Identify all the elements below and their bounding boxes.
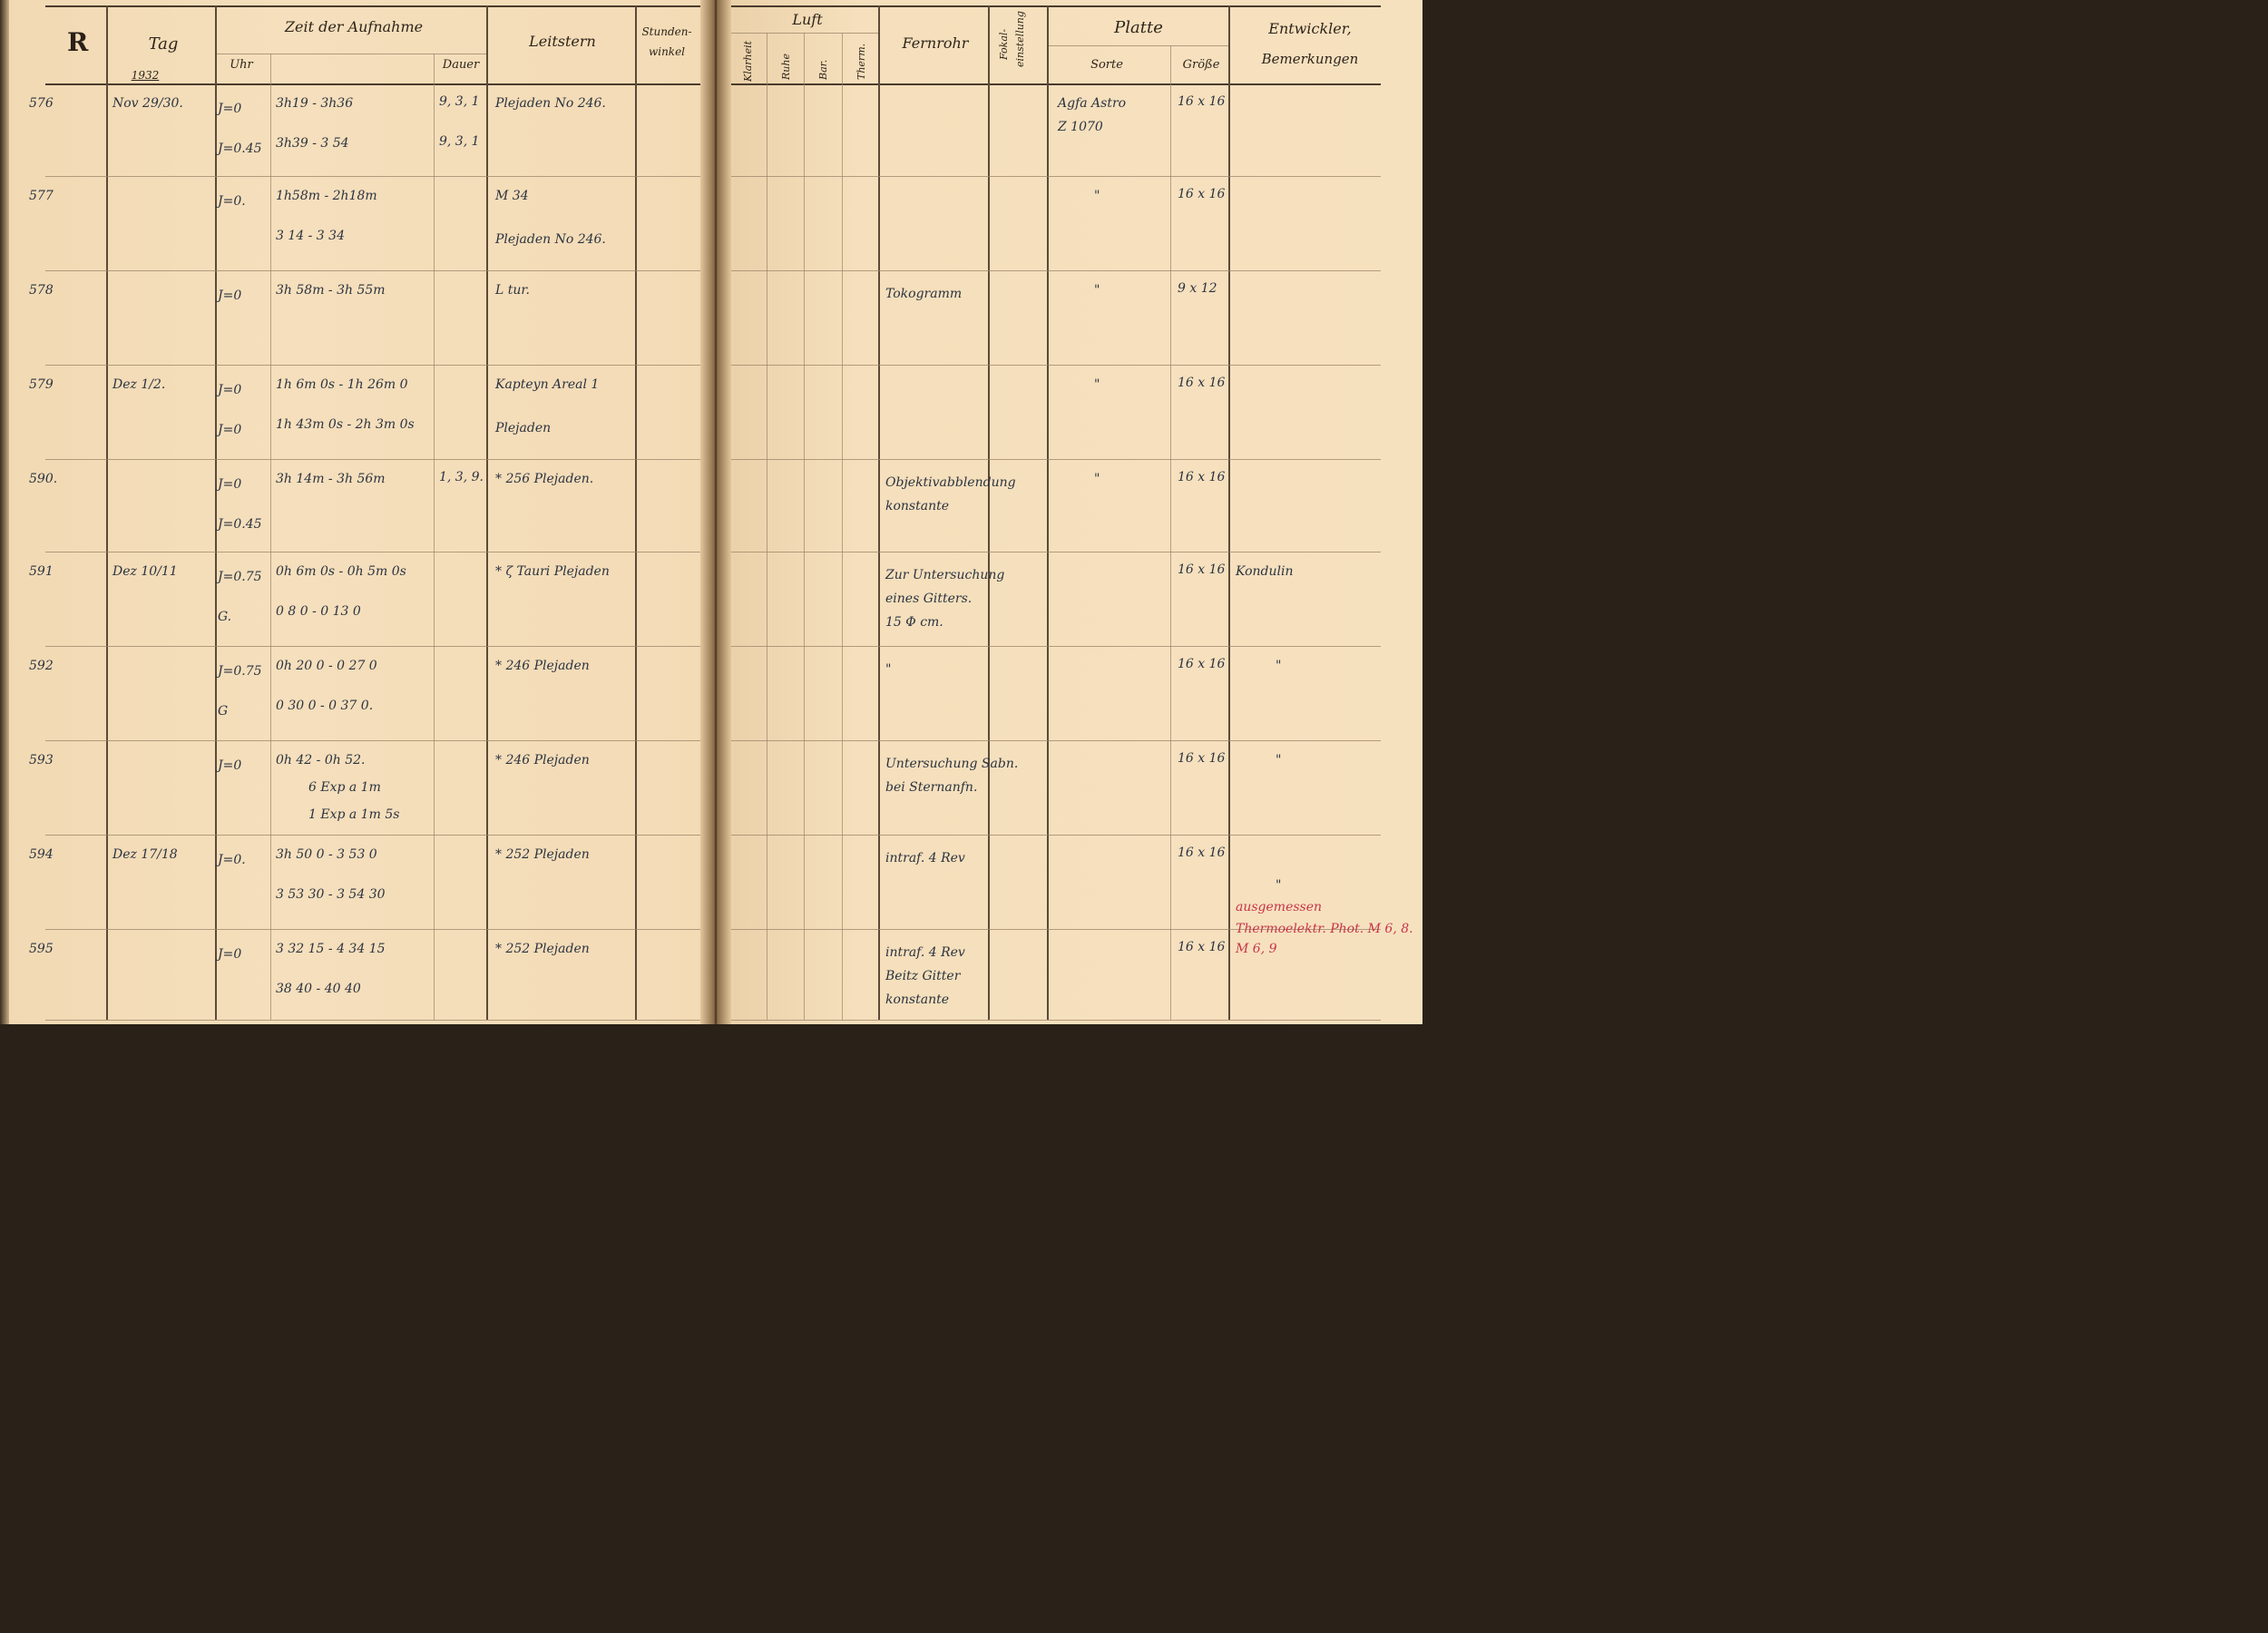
top-rule (45, 5, 700, 7)
entry-fernrohr: Beitz Gitter (885, 969, 961, 983)
row-rule (731, 176, 1381, 177)
entry-plate-type: " (1094, 189, 1100, 203)
entry-plate-type: Agfa Astro (1058, 96, 1127, 111)
entry-plate-type: Z 1070 (1058, 120, 1103, 134)
entry-fernrohr: Untersuchung Sabn. (885, 757, 1019, 771)
entry-leitstern: Plejaden No 246. (495, 96, 606, 111)
entry-zeit: 3h 58m - 3h 55m (276, 283, 386, 298)
entry-fernrohr: " (885, 662, 892, 677)
register-letter: R (67, 27, 89, 57)
header-dauer: Dauer (442, 58, 480, 72)
entry-fernrohr: eines Gitters. (885, 592, 973, 606)
row-rule (731, 270, 1381, 271)
header-fokal: Fokal- (998, 28, 1010, 60)
entry-fernrohr: Zur Untersuchung (885, 568, 1005, 582)
col-rule (635, 5, 637, 1020)
entry-zeit: 0h 20 0 - 0 27 0 (276, 659, 377, 673)
entry-fernrohr: intraf. 4 Rev (885, 851, 965, 865)
entry-remark: " (1276, 878, 1282, 893)
entry-number: 592 (29, 659, 54, 673)
entry-uhr: J=0 (218, 758, 242, 773)
entry-zeit: 3h 50 0 - 3 53 0 (276, 847, 377, 862)
entry-zeit: 1h 6m 0s - 1h 26m 0 (276, 377, 408, 392)
entry-leitstern: * 252 Plejaden (495, 942, 590, 956)
bottom-rule (731, 1020, 1381, 1021)
entry-zeit: 0h 6m 0s - 0h 5m 0s (276, 564, 406, 579)
entry-uhr: J=0 (218, 423, 242, 437)
row-rule (731, 835, 1381, 836)
row-rule (45, 835, 700, 836)
luft-subrule (731, 33, 878, 34)
top-rule (731, 5, 1381, 7)
header-bar: Bar. (817, 59, 829, 80)
header-therm: Therm. (855, 43, 867, 80)
entry-zeit: 1h 43m 0s - 2h 3m 0s (276, 417, 415, 432)
entry-leitstern: * 252 Plejaden (495, 847, 590, 862)
entry-uhr: J=0 (218, 383, 242, 397)
bottom-rule (45, 1020, 700, 1021)
entry-zeit: 3 32 15 - 4 34 15 (276, 942, 386, 956)
row-rule (45, 459, 700, 460)
entry-zeit: 3h39 - 3 54 (276, 136, 349, 151)
entry-uhr: J=0 (218, 102, 242, 116)
header-fernrohr: Fernrohr (902, 34, 969, 52)
entry-remark: Kondulin (1236, 564, 1294, 579)
row-rule (45, 740, 700, 741)
col-rule (434, 54, 435, 1020)
entry-remark: M 6, 9 (1236, 942, 1277, 956)
header-ruhe: Ruhe (780, 54, 792, 80)
entry-number: 590. (29, 472, 58, 486)
header-platte: Platte (1114, 18, 1163, 37)
entry-fernrohr: Tokogramm (885, 287, 963, 301)
entry-plate-size: 9 x 12 (1178, 281, 1217, 296)
header-einstellung: einstellung (1014, 11, 1026, 67)
row-rule (731, 646, 1381, 647)
entry-zeit: 1 Exp a 1m 5s (308, 807, 400, 822)
entry-uhr: J=0 (218, 477, 242, 492)
header-stunden: Stunden- (641, 25, 692, 38)
header-bemerkungen: Bemerkungen (1261, 51, 1359, 67)
entry-plate-size: 16 x 16 (1178, 846, 1226, 860)
entry-number: 594 (29, 847, 54, 862)
row-rule (731, 365, 1381, 366)
right-page (717, 0, 1422, 1024)
entry-uhr: J=0.45 (218, 517, 262, 532)
entry-uhr: G (218, 704, 229, 719)
entry-plate-type: " (1094, 283, 1100, 298)
entry-number: 591 (29, 564, 54, 579)
entry-uhr: J=0 (218, 288, 242, 303)
row-rule (45, 929, 700, 930)
logbook-spread (0, 0, 1422, 1024)
entry-zeit: 0 30 0 - 0 37 0. (276, 699, 374, 713)
entry-zeit: 3h 14m - 3h 56m (276, 472, 386, 486)
entry-uhr: J=0. (218, 853, 246, 867)
entry-leitstern: M 34 (495, 189, 529, 203)
entry-plate-size: 16 x 16 (1178, 940, 1226, 954)
header-rule (731, 83, 1381, 85)
entry-number: 593 (29, 753, 54, 768)
entry-plate-type: " (1094, 472, 1100, 486)
platte-subrule (1049, 45, 1228, 46)
entry-plate-size: 16 x 16 (1178, 376, 1226, 390)
header-winkel: winkel (648, 45, 686, 58)
header-groesse: Größe (1182, 58, 1220, 72)
col-rule (270, 54, 271, 1020)
col-rule (988, 5, 990, 1020)
entry-number: 579 (29, 377, 54, 392)
col-rule (1047, 5, 1049, 1020)
header-klarheit: Klarheit (742, 40, 754, 82)
entry-remark: " (1276, 753, 1282, 768)
entry-plate-size: 16 x 16 (1178, 657, 1226, 671)
header-uhr: Uhr (230, 58, 253, 72)
row-rule (45, 365, 700, 366)
entry-plate-size: 16 x 16 (1178, 562, 1226, 577)
entry-remark: " (1276, 659, 1282, 673)
book-gutter (700, 0, 731, 1024)
col-rule (804, 33, 805, 1020)
entry-zeit: 0h 42 - 0h 52. (276, 753, 366, 768)
entry-zeit: 1h58m - 2h18m (276, 189, 377, 203)
entry-date: Dez 10/11 (112, 564, 178, 579)
entry-leitstern: L tur. (495, 283, 530, 298)
header-year: 1932 (131, 69, 160, 82)
col-rule (1228, 5, 1230, 1020)
entry-date: Dez 1/2. (112, 377, 166, 392)
entry-zeit: 3 53 30 - 3 54 30 (276, 887, 386, 902)
entry-fernrohr: Objektivabblendung (885, 475, 1016, 490)
entry-remark: ausgemessen (1236, 900, 1323, 914)
entry-zeit: 0 8 0 - 0 13 0 (276, 604, 361, 619)
entry-date: Nov 29/30. (112, 96, 183, 111)
header-zeit: Zeit der Aufnahme (284, 18, 424, 35)
entry-date: Dez 17/18 (112, 847, 178, 862)
header-rule (45, 83, 700, 85)
row-rule (45, 646, 700, 647)
header-leitstern: Leitstern (529, 33, 596, 50)
header-sorte: Sorte (1090, 58, 1123, 72)
entry-dauer: 1, 3, 9. (439, 470, 484, 484)
entry-dauer: 9, 3, 1 (439, 94, 480, 109)
entry-fernrohr: intraf. 4 Rev (885, 945, 965, 960)
row-rule (731, 740, 1381, 741)
header-tag: Tag (148, 34, 179, 54)
col-rule (106, 5, 108, 1020)
entry-leitstern: * 246 Plejaden (495, 659, 590, 673)
entry-leitstern: * 256 Plejaden. (495, 472, 594, 486)
entry-leitstern: * 246 Plejaden (495, 753, 590, 768)
entry-uhr: J=0.75 (218, 664, 262, 679)
entry-zeit: 3 14 - 3 34 (276, 229, 345, 243)
entry-zeit: 3h19 - 3h36 (276, 96, 354, 111)
entry-plate-type: " (1094, 377, 1100, 392)
col-rule (878, 5, 880, 1020)
entry-uhr: J=0.75 (218, 570, 262, 584)
entry-leitstern: Plejaden No 246. (495, 232, 606, 247)
entry-uhr: J=0 (218, 947, 242, 962)
entry-uhr: J=0.45 (218, 142, 262, 156)
entry-number: 595 (29, 942, 54, 956)
entry-fernrohr: 15 Φ cm. (885, 615, 943, 630)
col-rule (486, 5, 488, 1020)
entry-zeit: 6 Exp a 1m (308, 780, 381, 795)
entry-uhr: J=0. (218, 194, 246, 209)
entry-plate-size: 16 x 16 (1178, 187, 1226, 201)
entry-number: 576 (29, 96, 54, 111)
entry-zeit: 38 40 - 40 40 (276, 982, 361, 996)
col-rule (1170, 45, 1171, 1020)
entry-remark: Thermoelektr. Phot. M 6, 8. (1236, 922, 1413, 936)
entry-number: 577 (29, 189, 54, 203)
entry-number: 578 (29, 283, 54, 298)
entry-uhr: G. (218, 610, 232, 624)
row-rule (45, 176, 700, 177)
row-rule (45, 270, 700, 271)
col-rule (215, 5, 217, 1020)
entry-leitstern: Kapteyn Areal 1 (495, 377, 600, 392)
entry-fernrohr: konstante (885, 993, 950, 1007)
page-edge (0, 0, 9, 1024)
entry-plate-size: 16 x 16 (1178, 94, 1226, 109)
header-luft: Luft (792, 11, 823, 28)
entry-leitstern: * ζ Tauri Plejaden (495, 564, 610, 579)
entry-plate-size: 16 x 16 (1178, 751, 1226, 766)
row-rule (731, 459, 1381, 460)
entry-leitstern: Plejaden (495, 421, 552, 435)
entry-fernrohr: bei Sternanfn. (885, 780, 978, 795)
col-rule (842, 33, 843, 1020)
entry-fernrohr: konstante (885, 499, 950, 513)
entry-plate-size: 16 x 16 (1178, 470, 1226, 484)
header-entwickler: Entwickler, (1268, 20, 1352, 37)
entry-dauer: 9, 3, 1 (439, 134, 480, 149)
